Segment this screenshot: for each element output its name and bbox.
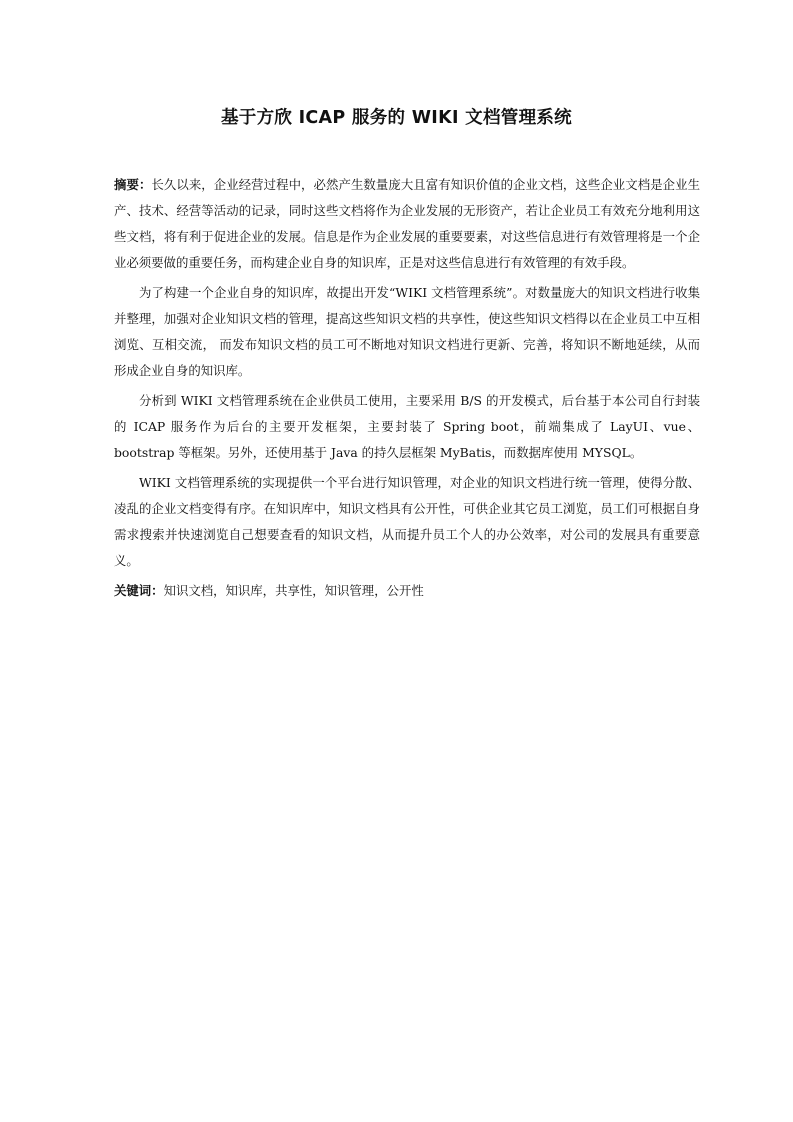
abstract-paragraph-2: 为了构建一个企业自身的知识库，故提出开发“WIKI 文档管理系统”。对数量庞大的知识文档进行收集并整理，加强对企业知识文档的管理，提高这些知识文档的共享性，使这些知识文档得以在企业员工中互相浏览、互相交流， 而发布知识文档的员工可不断地对知识文档进行更新、完善，将知识不断地延续，从而形成企业自身的知识库。	[114, 285, 700, 378]
abstract-section	[114, 172, 700, 604]
abstract-paragraph-4: WIKI 文档管理系统的实现提供一个平台进行知识管理，对企业的知识文档进行统一管理，使得分散、凌乱的企业文档变得有序。在知识库中，知识文档具有公开性，可供企业其它员工浏览，员工们可根据自身需求搜索并快速浏览自己想要查看的知识文档，从而提升员工个人的办公效率，对公司的发展具有重要意义。	[114, 475, 700, 568]
abstract-paragraph-1	[114, 172, 700, 276]
keywords-line	[114, 578, 700, 604]
keywords-label: 关键词：	[114, 583, 164, 598]
abstract-label: 摘要：	[114, 177, 152, 192]
abstract-paragraph-1-text: 长久以来，企业经营过程中，必然产生数量庞大且富有知识价值的企业文档，这些企业文档是企业生产、技术、经营等活动的记录，同时这些文档将作为企业发展的无形资产，若让企业员工有效充分地利用这些文档，将有利于促进企业的发展。信息是作为企业发展的重要要素，对这些信息进行有效管理将是一个企业必须要做的重要任务，而构建企业自身的知识库，正是对这些信息进行有效管理的有效手段。	[114, 177, 701, 270]
keywords-text: 知识文档，知识库，共享性，知识管理，公开性	[163, 583, 424, 598]
abstract-paragraph-3: 分析到 WIKI 文档管理系统在企业供员工使用，主要采用 B/S 的开发模式，后台基于本公司自行封装的 ICAP 服务作为后台的主要开发框架，主要封装了 Spring boot，前端集成了 LayUI、vue、bootstrap 等框架。另外，还使用基于 Java 的持久层框架 MyBatis，而数据库使用 MYSQL。	[114, 393, 700, 460]
page-title: 基于方欣 ICAP 服务的 WIKI 文档管理系统	[221, 108, 572, 128]
